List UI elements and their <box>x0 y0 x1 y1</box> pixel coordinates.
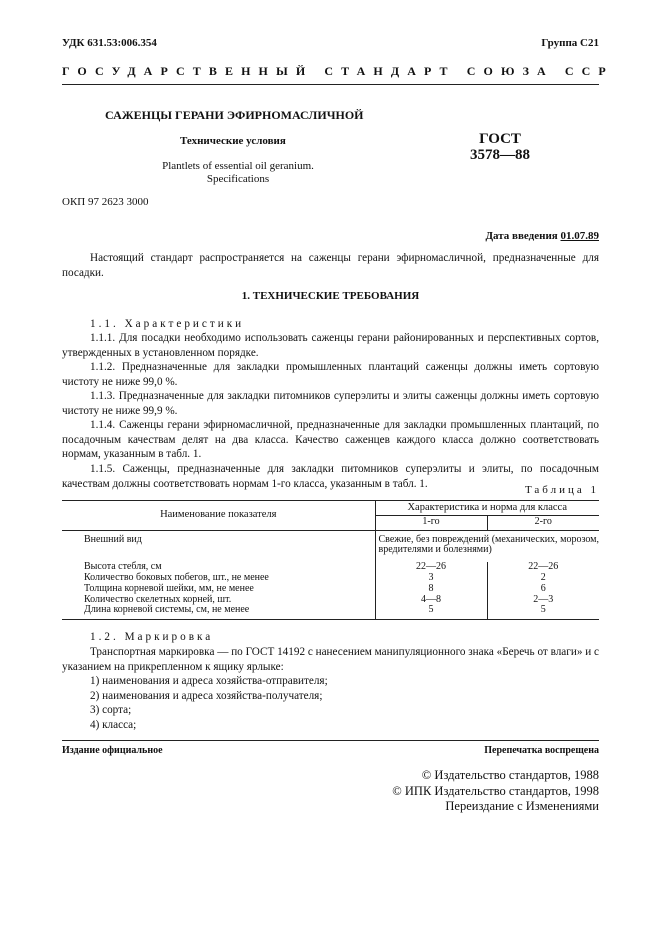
intro-date-value: 01.07.89 <box>560 230 599 242</box>
table-row-label: Толщина корневой шейки, мм, не менее <box>84 582 254 594</box>
list-item: 3) сорта; <box>90 704 132 717</box>
table-cell-appearance: Свежие, без повреждений (механических, морозом, вредителями и болезнями) <box>375 530 599 562</box>
okp-code: ОКП 97 2623 3000 <box>62 196 149 208</box>
table-cell-class2: 5 <box>487 605 599 619</box>
table-cell-class2: 2—3 <box>487 595 599 606</box>
clause-1-1-1: 1.1.1. Для посадки необходимо использовать саженцы герани районированных и перспективных сортов, утвержденных в установленном порядке. <box>62 332 599 359</box>
table-header-group: Характеристика и норма для класса <box>375 501 599 516</box>
copyright-block <box>392 768 599 815</box>
table-cell-class1: 5 <box>375 605 487 619</box>
copyright-1998: © ИПК Издательство стандартов, 1998 <box>392 783 599 798</box>
intro-paragraph: Настоящий стандарт распространяется на саженцы герани эфирномасличной, предназначенные для посадки. <box>62 252 599 279</box>
intro-date-label: Дата введения <box>485 230 558 242</box>
clause-1-2: 1.2. Маркировка <box>90 631 214 643</box>
table-row-label: Высота стебля, см <box>84 561 162 573</box>
list-item: 4) класса; <box>90 718 137 731</box>
table-cell-class2: 2 <box>487 573 599 584</box>
clause-1-1-5: 1.1.5. Саженцы, предназначенные для закладки питомников суперэлиты и элиты, по посадочным качествам должны соответствовать нормам 1-го класса, указанным в табл. 1. <box>62 463 599 490</box>
english-title-line2: Specifications <box>206 173 270 185</box>
english-title <box>148 160 328 186</box>
table-row <box>62 605 599 619</box>
reissue-note: Переиздание с Изменениями <box>445 799 599 813</box>
gost-number: 3578—88 <box>470 147 530 163</box>
table-row-label: Количество скелетных корней, шт. <box>84 593 232 605</box>
section-heading: 1. ТЕХНИЧЕСКИЕ ТРЕБОВАНИЯ <box>241 290 420 302</box>
group-code: Группа С21 <box>541 37 599 49</box>
table-row-label: Количество боковых побегов, шт., не менее <box>84 571 269 583</box>
table-cell-class2: 6 <box>487 584 599 595</box>
gost-block <box>460 131 540 163</box>
document-title: САЖЕНЦЫ ГЕРАНИ ЭФИРНОМАСЛИЧНОЙ <box>105 108 364 122</box>
intro-date <box>485 230 599 243</box>
document-subtitle: Технические условия <box>180 135 286 147</box>
clause-1-1-3: 1.1.3. Предназначенные для закладки питомников суперэлиты и элиты саженцы должны иметь сортовую чистоту не ниже 99,9 %. <box>62 390 599 417</box>
table-cell-class1: 4—8 <box>375 595 487 606</box>
table-row <box>62 584 599 595</box>
table-row-label: Длина корневой системы, см, не менее <box>84 604 250 616</box>
clause-1-2-1: Транспортная маркировка — по ГОСТ 14192 с нанесением манипуляционного знака «Беречь от влаги» и с указанием на прикрепленном к ящику ярлыке: <box>62 646 599 673</box>
english-title-line1: Plantlets of essential oil geranium. <box>162 160 314 172</box>
clause-1-1: 1.1. Характеристики <box>90 318 245 330</box>
clause-1-1-2: 1.1.2. Предназначенные для закладки промышленных плантаций саженцы должны иметь сортовую чистоту не ниже 99,0 %. <box>62 361 599 388</box>
table-caption: Таблица 1 <box>524 484 599 496</box>
official-edition: Издание официальное <box>62 745 163 756</box>
list-item: 2) наименования и адреса хозяйства-получателя; <box>90 689 323 702</box>
reprint-notice: Перепечатка воспрещена <box>484 745 599 756</box>
clause-1-1-4: 1.1.4. Саженцы герани эфирномасличной, предназначенные для закладки промышленных плантаций, по посадочным качествам делят на два класса. Качество саженцев каждого класса должно соответствовать нормам, указанным в табл. 1. <box>62 419 599 461</box>
header-divider <box>62 84 599 85</box>
table-cell-class1: 22—26 <box>375 562 487 573</box>
list-item: 1) наименования и адреса хозяйства-отправителя; <box>90 675 328 687</box>
table-cell-class2: 22—26 <box>487 562 599 573</box>
table-header-class1: 1-го <box>375 515 487 530</box>
table-cell-class1: 3 <box>375 573 487 584</box>
copyright-1988: © Издательство стандартов, 1988 <box>421 768 599 782</box>
gost-label: ГОСТ <box>479 131 521 147</box>
udk-code: УДК 631.53:006.354 <box>62 37 157 49</box>
table-row-label: Внешний вид <box>84 533 142 545</box>
table-1 <box>62 500 599 620</box>
table-cell-class1: 8 <box>375 584 487 595</box>
table-header-class2: 2-го <box>487 515 599 530</box>
table-header-name: Наименование показателя <box>62 501 375 531</box>
footer-divider <box>62 740 599 741</box>
state-standard-banner: ГОСУДАРСТВЕННЫЙ СТАНДАРТ СОЮЗА ССР <box>62 64 614 78</box>
marking-list <box>62 674 599 732</box>
